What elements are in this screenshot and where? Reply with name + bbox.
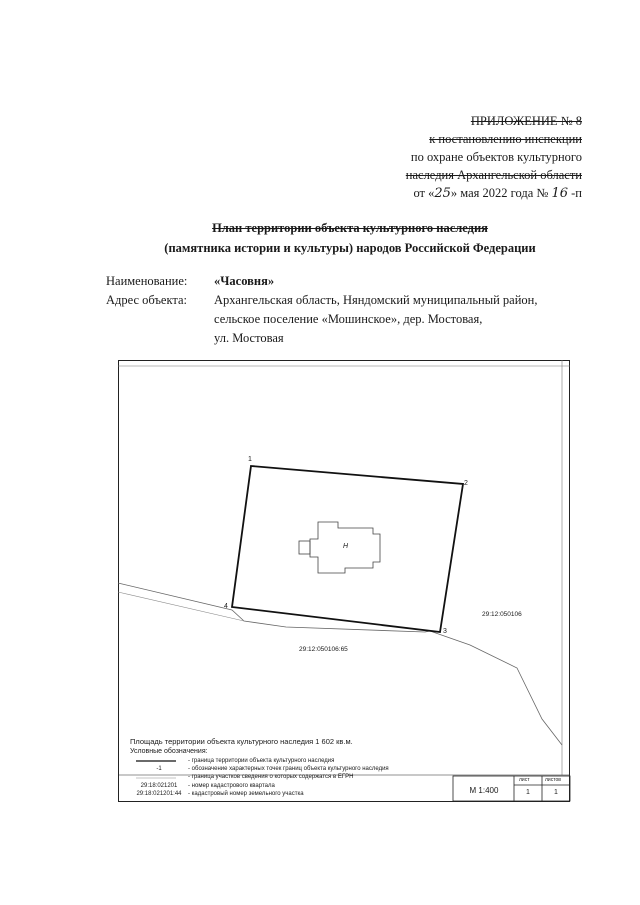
legend-item: - граница участков сведения о которых содержатся в ЕГРН — [188, 774, 354, 781]
address-line-3: ул. Мостовая — [214, 331, 284, 345]
date-prefix: от « — [413, 186, 435, 200]
scale-label: М 1:400 — [469, 785, 499, 795]
building-label: Н — [343, 543, 349, 550]
address-line-1: Архангельская область, Няндомский муниципальный район, — [214, 293, 538, 307]
point-label-1: 1 — [248, 456, 252, 463]
date-suffix: -п — [571, 186, 582, 200]
sheet-header: лист — [519, 777, 530, 783]
legend-item: -1 - обозначение характерных точек границ объекта культурного наследия — [156, 766, 389, 773]
appendix-title: ПРИЛОЖЕНИЕ № 8 — [470, 114, 582, 128]
legend — [130, 757, 389, 798]
appendix-line-2: по охране объектов культурного — [410, 150, 582, 164]
parcel-label-lower: 29:12:050106:65 — [299, 646, 348, 653]
building-porch — [299, 541, 310, 554]
legend-item: 29:18:021201:44 - кадастровый номер земельного участка — [136, 790, 304, 797]
sheets-value: 1 — [554, 789, 558, 796]
legend-item: - граница территории объекта культурного наследия — [188, 758, 335, 764]
name-label: Наименование: — [106, 274, 188, 288]
parcel-label-main: 29:12:050106 — [482, 611, 522, 618]
area-text: Площадь территории объекта культурного наследия 1 602 кв.м. — [130, 737, 353, 746]
heading-line-2: (памятника истории и культуры) народов Российской Федерации — [164, 241, 536, 255]
appendix-line-3: наследия Архангельской области — [405, 168, 582, 182]
date-number: 16 — [551, 186, 569, 201]
heading-line-1: План территории объекта культурного наследия — [212, 221, 488, 235]
legend-title: Условные обозначения: — [130, 748, 208, 755]
address-line-2: сельское поселение «Мошинское», дер. Мостовая, — [214, 312, 483, 326]
point-label-2: 2 — [464, 480, 468, 487]
legend-item: 29:18:021201 - номер кадастрового квартала — [140, 782, 275, 789]
sheet-value: 1 — [526, 789, 530, 796]
appendix-line-1: к постановлению инспекции — [429, 132, 582, 146]
name-value: «Часовня» — [214, 274, 275, 288]
date-day: 25 — [434, 186, 451, 201]
address-label: Адрес объекта: — [106, 293, 188, 307]
point-label-3: 3 — [443, 628, 447, 635]
point-label-4: 4 — [224, 603, 228, 610]
sheets-header: листов — [545, 777, 561, 783]
date-mid: » мая 2022 года № — [450, 186, 549, 200]
